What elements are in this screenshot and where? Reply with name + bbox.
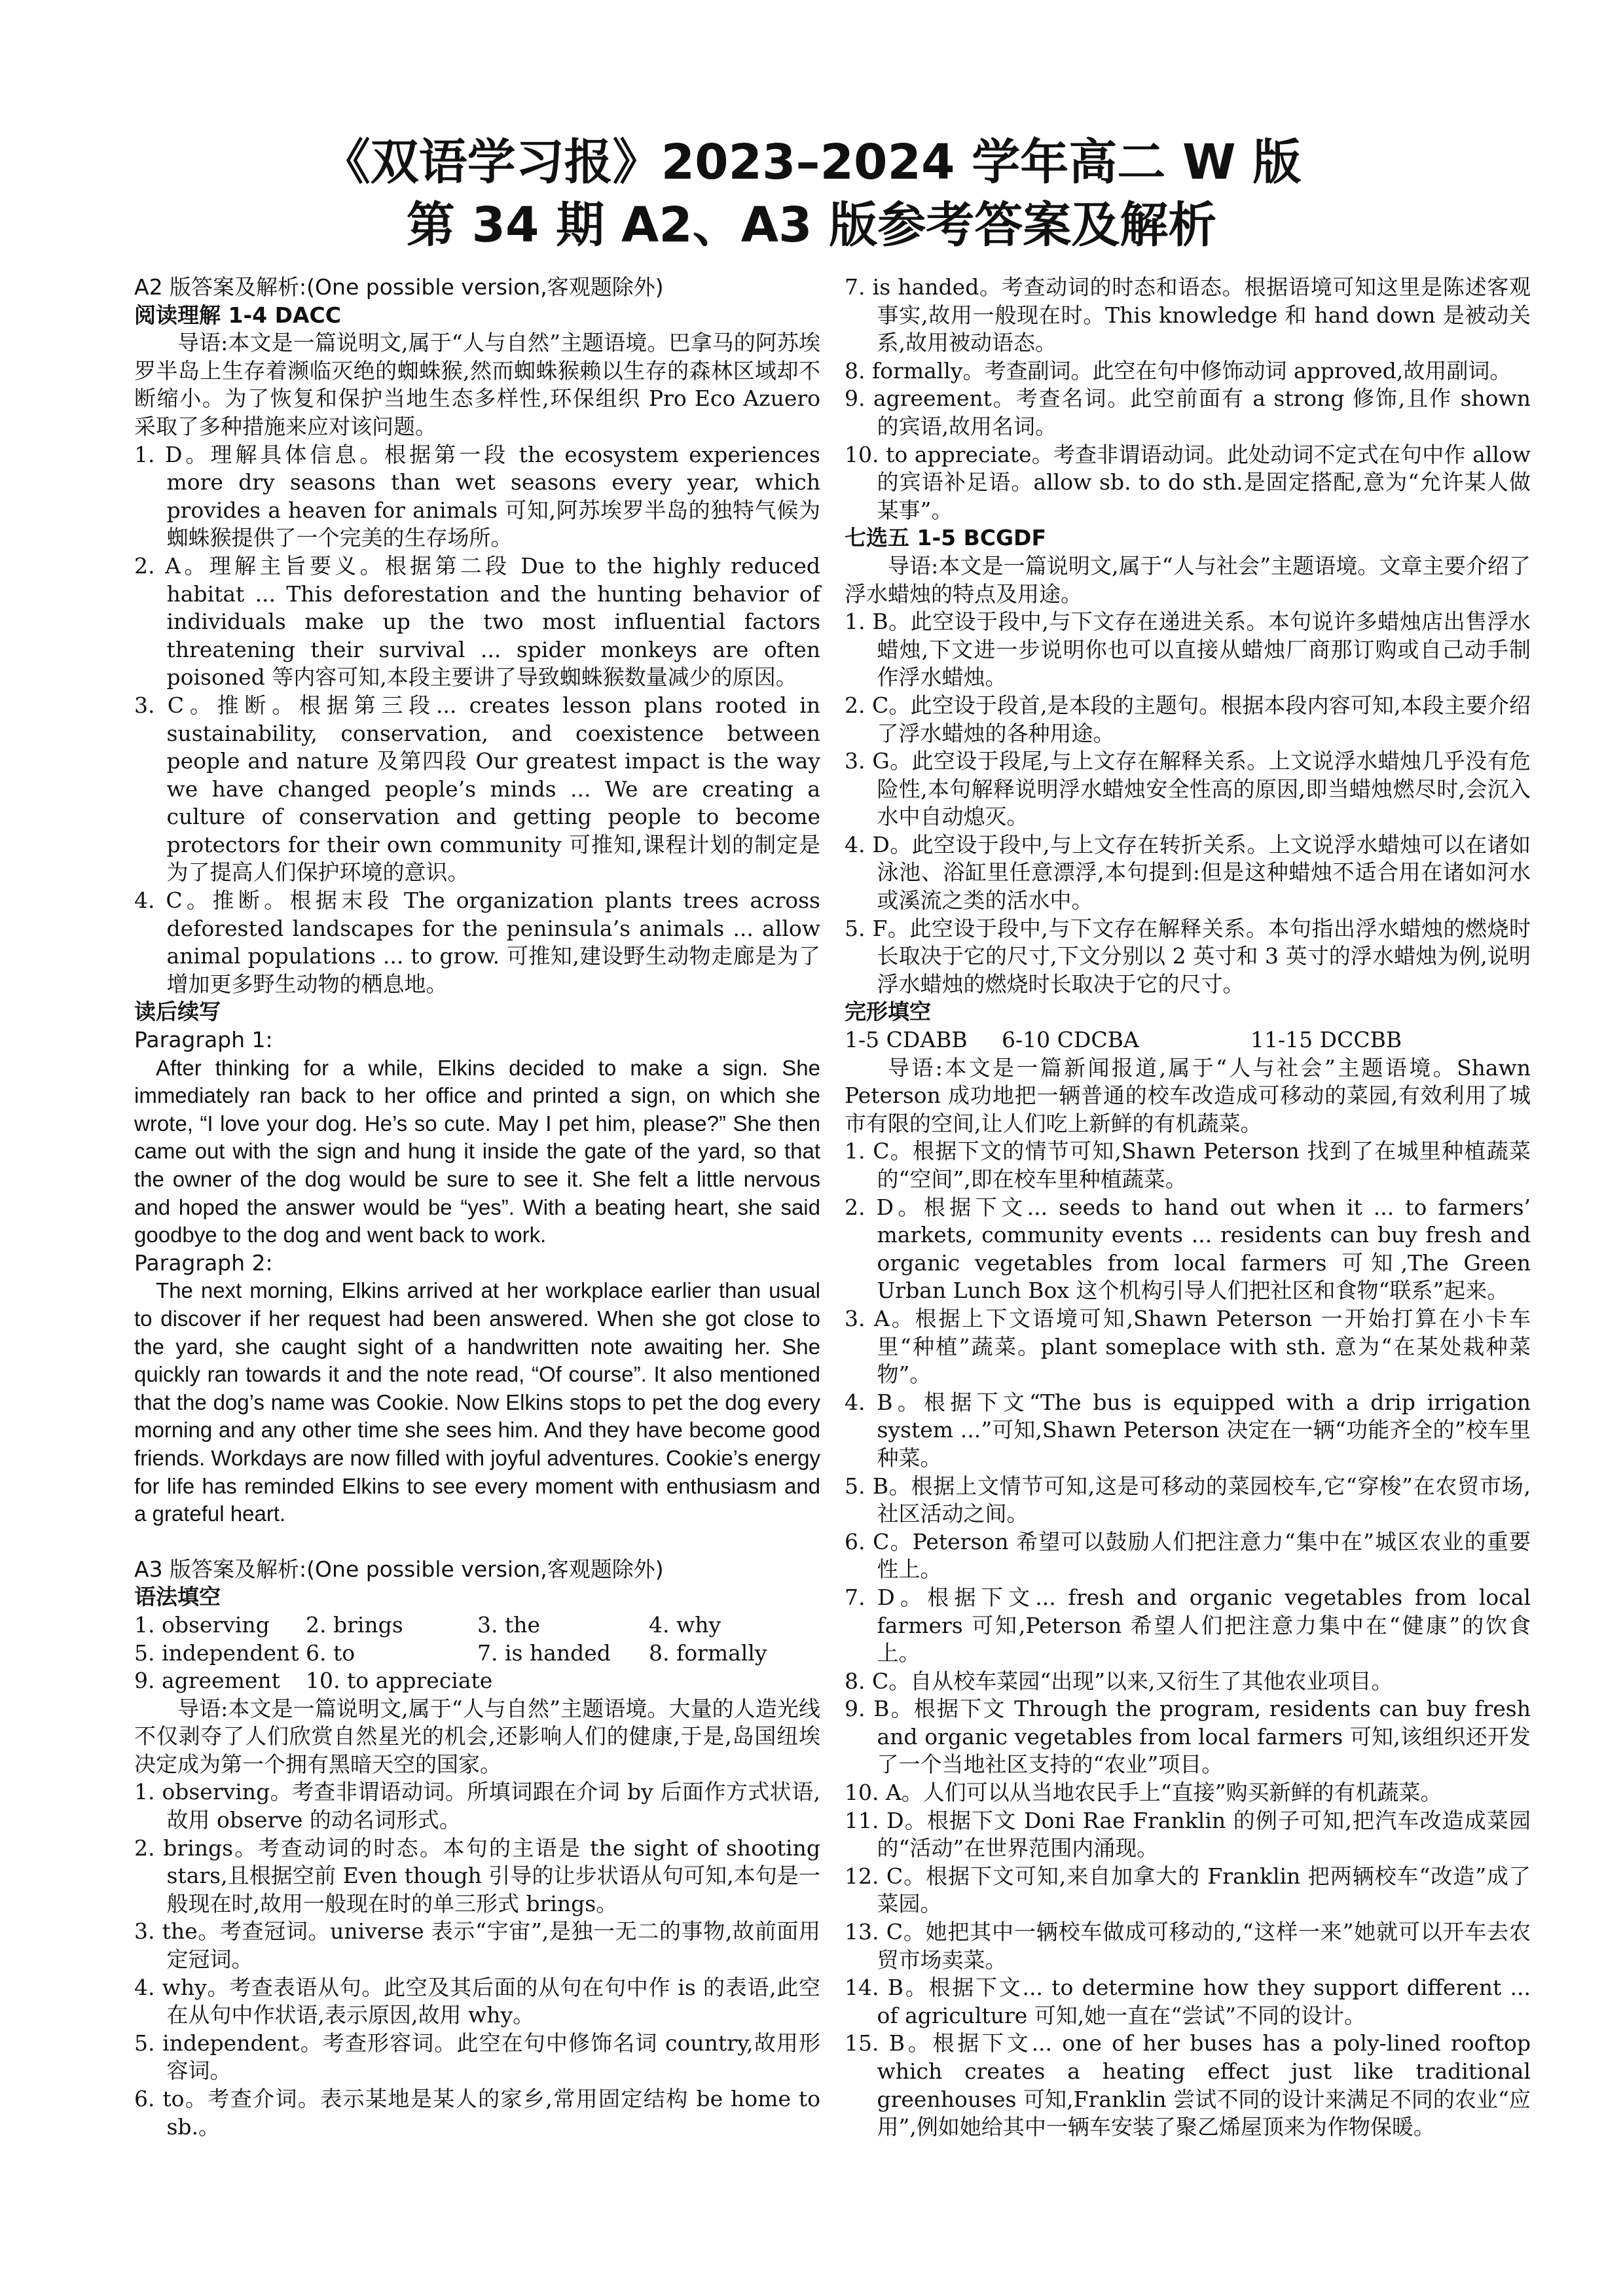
seven-item: 4. D。此空设于段中,与上文存在转折关系。上文说浮水蜡烛可以在诸如泳池、浴缸里任意漂浮,本句提到:但是这种蜡烛不适合用在诸如河水或溪流之类的活水中。 [845, 831, 1531, 914]
grammar-item: 4. why。考查表语从句。此空及其后面的从句在句中作 is 的表语,此空在从句中作状语,表示原因,故用 why。 [134, 1974, 820, 2028]
seven-choose-five-intro: 导语:本文是一篇说明文,属于“人与社会”主题语境。文章主要介绍了浮水蜡烛的特点及用途。 [845, 552, 1531, 607]
cloze-item: 14. B。根据下文... to determine how they support different ... of agriculture 可知,她一直在“尝试”不同的设计。 [845, 1975, 1531, 2028]
grammar-answer: 6. to [306, 1640, 356, 1666]
grammar-item: 7. is handed。考查动词的时态和语态。根据语境可知这里是陈述客观事实,故用一般现在时。This knowledge 和 hand down 是被动关系,故用被动语态。 [845, 274, 1531, 356]
cloze-item: 15. B。根据下文... one of her buses has a poly-lined rooftop which creates a heating effect just like traditional greenhouses 可知,Franklin 尝试不同的设计来满足不同的农业“应用”,例如她给其中一辆车安装了聚乙烯屋顶来为作物保暖。 [845, 2030, 1531, 2140]
continuation-header: 读后续写 [134, 999, 221, 1025]
cloze-item: 1. C。根据下文的情节可知,Shawn Peterson 找到了在城里种植蔬菜的“空间”,即在校车里种植蔬菜。 [845, 1138, 1531, 1192]
cloze-answer: 6-10 CDCBA [1002, 1027, 1139, 1053]
cloze-item: 13. C。她把其中一辆校车做成可移动的,“这样一来”她就可以开车去农贸市场卖菜。 [845, 1919, 1531, 1973]
grammar-answer: 3. the [477, 1611, 541, 1638]
cloze-item: 4. B。根据下文“The bus is equipped with a drip irrigation system ...”可知,Shawn Peterson 决定在一辆“功能齐全的”校车里种菜。 [845, 1389, 1531, 1471]
grammar-answer: 5. independent [134, 1640, 299, 1666]
cloze-item: 8. C。自从校车菜园“出现”以来,又衍生了其他农业项目。 [845, 1668, 1393, 1694]
grammar-answer: 7. is handed [477, 1640, 611, 1666]
cloze-item: 12. C。根据下文可知,来自加拿大的 Franklin 把两辆校车“改造”成了菜园。 [845, 1863, 1531, 1917]
grammar-answer-grid [134, 1611, 820, 1695]
grammar-answer: 10. to appreciate [306, 1668, 493, 1694]
cloze-intro: 导语:本文是一篇新闻报道,属于“人与社会”主题语境。Shawn Peterson 成功地把一辆普通的校车改造成可移动的菜园,有效利用了城市有限的空间,让人们吃上新鲜的有机蔬菜。 [845, 1054, 1531, 1136]
seven-choose-five-header: 七选五 1-5 BCGDF [845, 525, 1046, 551]
seven-item: 1. B。此空设于段中,与下文存在递进关系。本句说许多蜡烛店出售浮水蜡烛,下文进一步说明你也可以直接从蜡烛厂商那订购或自己动手制作浮水蜡烛。 [845, 609, 1531, 691]
title-line-1: 《双语学习报》2023–2024 学年高二 W 版 [321, 134, 1302, 190]
grammar-item: 3. the。考查冠词。universe 表示“宇宙”,是独一无二的事物,故前面用定冠词。 [134, 1918, 820, 1973]
cloze-answer-row [845, 1026, 1531, 1054]
reading-header: 阅读理解 1-4 DACC [134, 302, 341, 328]
grammar-answer: 8. formally [649, 1640, 767, 1666]
paragraph-2-text: The next morning, Elkins arrived at her workplace earlier than usual to discover if her request had been answered. When she got close to the yard, she caught sight of a handwritten note awaiting her. She quickly ran towards it and the note read, “Of course”. It also mentioned that the dog’s name was Cookie. Now Elkins stops to pet the dog every morning and any other time she sees him. And they have become good friends. Workdays are now filled with joyful adventures. Cookie’s energy for life has reminded Elkins to see every moment with enthusiasm and a grateful heart. [134, 1278, 820, 1526]
cloze-item: 5. B。根据上文情节可知,这是可移动的菜园校车,它“穿梭”在农贸市场,社区活动之间。 [845, 1473, 1531, 1527]
grammar-answer: 4. why [649, 1611, 721, 1638]
cloze-header: 完形填空 [845, 999, 931, 1025]
grammar-header: 语法填空 [134, 1584, 221, 1610]
seven-item: 2. C。此空设于段首,是本段的主题句。根据本段内容可知,本段主要介绍了浮水蜡烛的各种用途。 [845, 692, 1531, 746]
cloze-item: 3. A。根据上下文语境可知,Shawn Peterson 一开始打算在小卡车里“种植”蔬菜。plant someplace with sth. 意为“在某处栽种菜物”。 [845, 1305, 1531, 1388]
grammar-answer: 1. observing [134, 1611, 270, 1638]
reading-item: 2. A。理解主旨要义。根据第二段 Due to the highly reduced habitat ... This deforestation and the hunting behavior of individuals make up the two most influential factors threatening their survival ... spider monkeys are often poisoned 等内容可知,本段主要讲了导致蜘蛛猴数量减少的原因。 [134, 552, 820, 691]
grammar-item: 2. brings。考查动词的时态。本句的主语是 the sight of shooting stars,且根据空前 Even though 引导的让步状语从句可知,本句是一般现在时,故用一般现在时的单三形式 brings。 [134, 1835, 820, 1916]
title-line-2: 第 34 期 A2、A3 版参考答案及解析 [406, 197, 1217, 253]
grammar-intro: 导语:本文是一篇说明文,属于“人与自然”主题语境。大量的人造光线不仅剥夺了人们欣赏自然星光的机会,还影响人们的健康,于是,岛国纽埃决定成为第一个拥有黑暗天空的国家。 [134, 1695, 820, 1777]
grammar-item: 5. independent。考查形容词。此空在句中修饰名词 country,故用形容词。 [134, 2030, 820, 2084]
left-column [134, 274, 820, 2141]
grammar-answer: 2. brings [306, 1611, 403, 1638]
right-column [845, 274, 1531, 2142]
reading-item: 3. C。推断。根据第三段... creates lesson plans rooted in sustainability, conservation, and coexistence between people and nature 及第四段 Our greatest impact is the way we have changed people’s minds ... We are creating a culture of conservation and getting people to become protectors for their own community 可推知,课程计划的制定是为了提高人们保护环境的意识。 [134, 692, 820, 886]
reading-intro: 导语:本文是一篇说明文,属于“人与自然”主题语境。巴拿马的阿苏埃罗半岛上生存着濒临灭绝的蜘蛛猴,然而蜘蛛猴赖以生存的森林区域却不断缩小。为了恢复和保护当地生态多样性,环保组织 Pro Eco Azuero 采取了多种措施来应对该问题。 [134, 330, 820, 439]
cloze-answer: 1-5 CDABB [845, 1027, 968, 1053]
grammar-item: 9. agreement。考查名词。此空前面有 a strong 修饰,且作 shown 的宾语,故用名词。 [845, 386, 1531, 439]
grammar-item: 8. formally。考查副词。此空在句中修饰动词 approved,故用副词。 [845, 357, 1512, 384]
cloze-item: 10. A。人们可以从当地农民手上“直接”购买新鲜的有机蔬菜。 [845, 1780, 1442, 1806]
seven-item: 5. F。此空设于段中,与下文存在解释关系。本句指出浮水蜡烛的燃烧时长取决于它的尺寸,下文分别以 2 英寸和 3 英寸的浮水蜡烛为例,说明浮水蜡烛的燃烧时长取决于它的尺寸。 [845, 915, 1531, 997]
paragraph-2-label: Paragraph 2: [134, 1249, 273, 1276]
cloze-answer: 11-15 DCCBB [1250, 1027, 1402, 1053]
seven-item: 3. G。此空设于段尾,与上文存在解释关系。上文说浮水蜡烛几乎没有危险性,本句解释说明浮水蜡烛安全性高的原因,即当蜡烛燃尽时,会沉入水中自动熄灭。 [845, 748, 1531, 830]
grammar-item: 1. observing。考查非谓语动词。所填词跟在介词 by 后面作方式状语,故用 observe 的动名词形式。 [134, 1779, 820, 1833]
cloze-item: 7. D。根据下文... fresh and organic vegetables from local farmers 可知,Peterson 希望人们把注意力集中在“健康”的饮食上。 [845, 1584, 1531, 1666]
grammar-item: 6. to。考查介词。表示某地是某人的家乡,常用固定结构 be home to sb.。 [134, 2086, 820, 2140]
cloze-item: 6. C。Peterson 希望可以鼓励人们把注意力“集中在”城区农业的重要性上。 [845, 1528, 1531, 1583]
grammar-answer: 9. agreement [134, 1668, 280, 1694]
page-title [0, 131, 1623, 257]
paragraph-1-label: Paragraph 1: [134, 1027, 273, 1053]
a2-header: A2 版答案及解析:(One possible version,客观题除外) [134, 274, 664, 300]
paragraph-1-text: After thinking for a while, Elkins decided to make a sign. She immediately ran back to her office and printed a sign, on which she wrote, “I love your dog. He’s so cute. May I pet him, please?” She then came out with the sign and hung it inside the gate of the yard, so that the owner of the dog would be sure to see it. She felt a little nervous and hoped the answer would be “yes”. With a beating heart, she said goodbye to the dog and went back to work. [134, 1055, 820, 1247]
a3-header: A3 版答案及解析:(One possible version,客观题除外) [134, 1556, 664, 1582]
cloze-item: 11. D。根据下文 Doni Rae Franklin 的例子可知,把汽车改造成菜园的“活动”在世界范围内涌现。 [845, 1807, 1531, 1861]
cloze-item: 9. B。根据下文 Through the program, residents can buy fresh and organic vegetables from local farmers 可知,该组织还开发了一个当地社区支持的“农业”项目。 [845, 1696, 1531, 1778]
reading-item: 4. C。推断。根据末段 The organization plants trees across deforested landscapes for the peninsula’s animals ... allow animal populations ... to grow. 可推知,建设野生动物走廊是为了增加更多野生动物的栖息地。 [134, 888, 820, 997]
cloze-item: 2. D。根据下文... seeds to hand out when it ... to farmers’ markets, community events ... residents can buy fresh and organic vegetables from local farmers 可知,The Green Urban Lunch Box 这个机构引导人们把社区和食物“联系”起来。 [845, 1194, 1531, 1304]
grammar-item: 10. to appreciate。考查非谓语动词。此处动词不定式在句中作 allow 的宾语补足语。allow sb. to do sth.是固定搭配,意为“允许某人做某事”。 [845, 441, 1531, 523]
reading-item: 1. D。理解具体信息。根据第一段 the ecosystem experiences more dry seasons than wet seasons every year, which provides a heaven for animals 可知,阿苏埃罗半岛的独特气候为蜘蛛猴提供了一个完美的生存场所。 [134, 441, 820, 551]
